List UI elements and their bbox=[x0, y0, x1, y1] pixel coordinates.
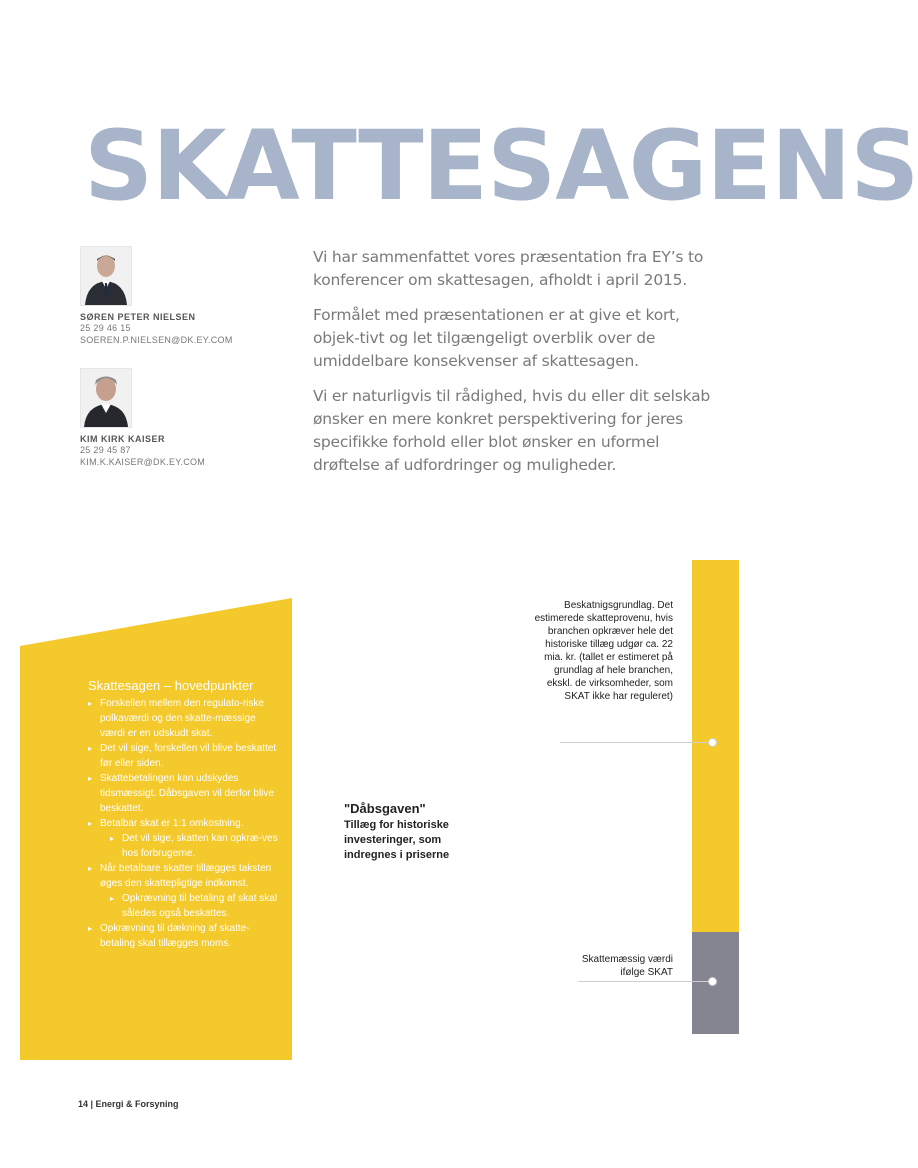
list-item bbox=[88, 816, 278, 861]
leader-line bbox=[578, 981, 710, 982]
key-points bbox=[88, 678, 278, 951]
key-points-heading: Skattesagen – hovedpunkter bbox=[88, 678, 254, 693]
list-item-text: Når betalbare skatter tillægges taksten øges den skattepligtige indkomst. bbox=[100, 863, 272, 889]
list-item bbox=[88, 861, 278, 921]
contact-email[interactable]: KIM.K.KAISER@DK.EY.COM bbox=[80, 457, 206, 467]
list-item-text: Betalbar skat er 1:1 omkostning. bbox=[100, 818, 244, 829]
list-item: ▸ Forskellen mellem den regulato-riske polkaværdi og den skatte-mæssige værdi er en udskudt skat. bbox=[88, 696, 278, 741]
page-footer: 14 | Energi & Forsyning bbox=[78, 1099, 179, 1109]
gift-body: Tillæg for historiske investeringer, som indregnes i priserne bbox=[344, 819, 450, 861]
intro-paragraph: Vi er naturligvis til rådighed, hvis du eller dit selskab ønsker en mere konkret perspektivering for jeres specifikke forhold eller blot ønsker en uformel drøftelse af udfordringer og muligheder. bbox=[313, 387, 711, 474]
contact-card bbox=[80, 246, 280, 346]
gift-label bbox=[344, 801, 484, 863]
contact-card bbox=[80, 368, 280, 468]
intro-text bbox=[313, 246, 723, 489]
gift-title: "Dåbsgaven" bbox=[344, 801, 426, 816]
contact-email[interactable]: SOEREN.P.NIELSEN@DK.EY.COM bbox=[80, 335, 233, 345]
leader-dot bbox=[708, 977, 717, 986]
leader-line bbox=[560, 742, 710, 743]
page-title: SKATTESAGENS bbox=[84, 110, 918, 222]
contact-name: SØREN PETER NIELSEN bbox=[80, 312, 196, 322]
portrait-photo bbox=[80, 368, 132, 428]
contact-name: KIM KIRK KAISER bbox=[80, 434, 166, 444]
list-item: ▸ Skattebetalingen kan udskydes tidsmæssigt. Dåbsgaven vil derfor blive beskattet. bbox=[88, 771, 278, 816]
intro-paragraph: Formålet med præsentationen er at give et kort, objek-tivt og let tilgængeligt overblik over de umiddelbare konsekvenser af skattesagen. bbox=[313, 306, 680, 370]
list-item: ▸ Opkrævning til dækning af skatte-betaling skal tillægges moms. bbox=[88, 921, 278, 951]
list-item: ▸ Opkrævning til betaling af skat skal således også beskattes. bbox=[100, 891, 278, 921]
list-item: ▸ Det vil sige, forskellen vil blive beskattet før eller siden. bbox=[88, 741, 278, 771]
contact-phone: 25 29 46 15 bbox=[80, 323, 131, 333]
portrait-photo bbox=[80, 246, 132, 306]
tax-base-callout: Beskatnigsgrundlag. Det estimerede skatteprovenu, hvis branchen opkræver hele det historiske tillæg udgør ca. 22 mia. kr. (tallet er estimeret på grundlag af hele branchen, ekskl. de virksomheder, som SKAT ikke har reguleret) bbox=[534, 600, 673, 702]
tax-base-bar bbox=[692, 560, 739, 932]
list-item: ▸ Det vil sige, skatten kan opkræ-ves hos forbrugerne. bbox=[100, 831, 278, 861]
leader-dot bbox=[708, 738, 717, 747]
contact-phone: 25 29 45 87 bbox=[80, 445, 131, 455]
tax-value-callout: Skattemæssig værdi ifølge SKAT bbox=[581, 954, 673, 978]
key-points-list bbox=[88, 696, 278, 951]
intro-paragraph: Vi har sammenfattet vores præsentation fra EY’s to konferencer om skattesagen, afholdt i april 2015. bbox=[313, 248, 704, 289]
